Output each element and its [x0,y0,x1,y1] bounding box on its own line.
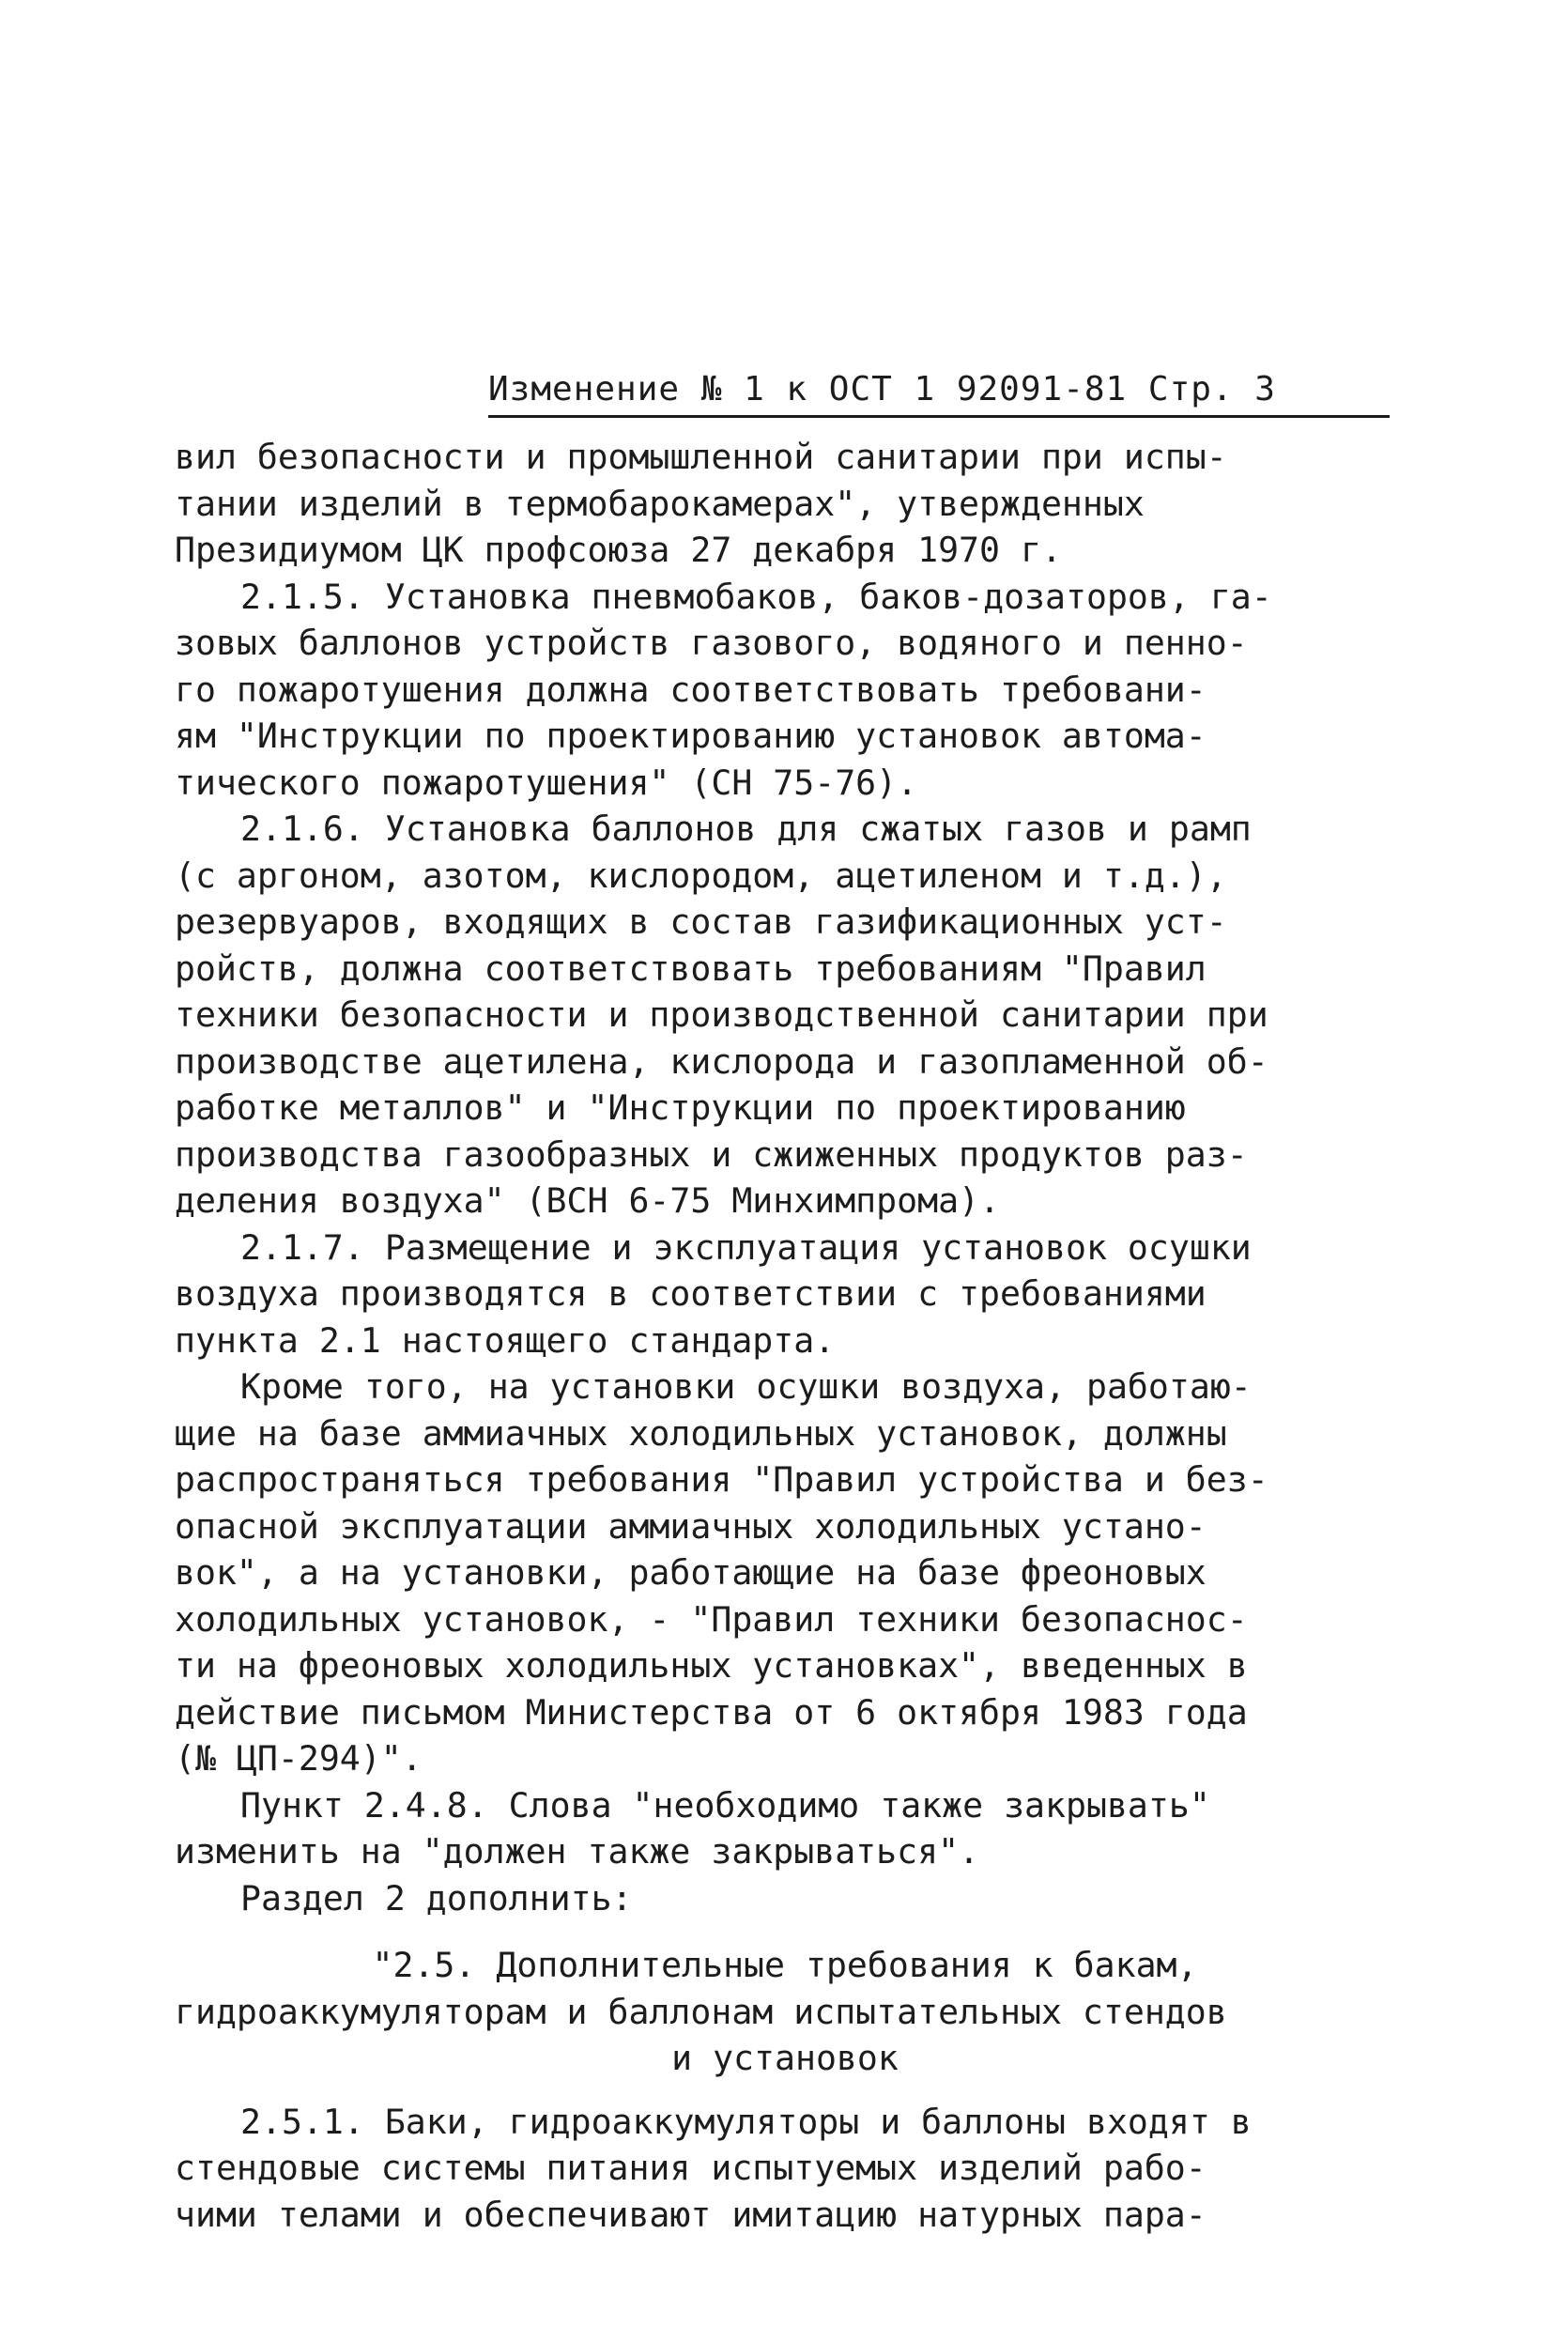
page-header: Изменение № 1 к ОСТ 1 92091-81 Стр. 3 [488,366,1390,418]
text-line: производства газообразных и сжиженных продуктов раз- [175,1133,1248,1175]
section-heading-line-2: гидроаккумуляторам и баллонам испытательных стендов [175,1991,1227,2032]
text-line: чими телами и обеспечивают имитацию натурных пара- [175,2194,1207,2235]
text-line: го пожаротушения должна соответствовать требовани- [175,669,1207,710]
text-line: тании изделий в термобарокамерах", утвержденных [175,483,1145,524]
text-line: действие письмом Министерства от 6 октября 1983 года [175,1691,1248,1733]
text-line: опасной эксплуатации аммиачных холодильных устано- [175,1505,1207,1547]
paragraph-2-1-5-start: 2.1.5. Установка пневмобаков, баков-дозаторов, га- [240,576,1272,617]
text-line: воздуха производятся в соответствии с требованиями [175,1273,1207,1314]
text-line: ти на фреоновых холодильных установках", введенных в [175,1645,1248,1686]
document-body [175,434,1395,2238]
paragraph-punkt-2-4-8-start: Пункт 2.4.8. Слова "необходимо также закрывать" [240,1784,1210,1826]
text-line: резервуаров, входящих в состав газификационных уст- [175,901,1227,942]
text-line: тического пожаротушения" (СН 75-76). [175,762,918,803]
text-line: ям "Инструкции по проектированию установок автома- [175,716,1207,756]
section-heading-line-1: "2.5. Дополнительные требования к бакам, [372,1945,1198,1985]
text-line: зовых баллонов устройств газового, водяного и пенно- [175,623,1248,663]
text-line: ройств, должна соответствовать требованиям "Правил [175,948,1207,989]
text-line: техники безопасности и производственной санитарии при [175,994,1268,1035]
spacer [175,2082,1395,2099]
text-line: распространяться требования "Правил устройства и без- [175,1459,1268,1500]
paragraph-krome-togo-start: Кроме того, на установки осушки воздуха, работаю- [240,1366,1252,1407]
section-heading-line-3: и установок [671,2038,899,2078]
text-line: производстве ацетилена, кислорода и газопламенной об- [175,1040,1268,1082]
text-line: вок", а на установки, работающие на базе фреоновых [175,1552,1207,1593]
paragraph-2-1-6-start: 2.1.6. Установка баллонов для сжатых газов и рамп [240,809,1252,849]
paragraph-2-5-1-start: 2.5.1. Баки, гидроаккумуляторы и баллоны входят в [240,2101,1252,2142]
paragraph-razdel-2: Раздел 2 дополнить: [240,1877,633,1918]
text-line: изменить на "должен также закрываться". [175,1831,980,1872]
text-line: Президиумом ЦК профсоюза 27 декабря 1970 г. [175,530,1062,570]
text-line: стендовые системы питания испытуемых изделий рабо- [175,2148,1207,2188]
text-line: пункта 2.1 настоящего стандарта. [175,1319,836,1361]
text-line: работке металлов" и "Инструкции по проектированию [175,1087,1186,1128]
text-line: щие на базе аммиачных холодильных установок, должны [175,1412,1227,1454]
text-line: холодильных установок, - "Правил техники безопаснос- [175,1598,1248,1640]
text-line: (с аргоном, азотом, кислородом, ацетиленом и т.д.), [175,855,1227,896]
text-line: деления воздуха" (ВСН 6-75 Минхимпрома). [175,1180,1000,1221]
text-line: вил безопасности и промышленной санитарии при испы- [175,437,1227,477]
text-line: (№ ЦП-294)". [175,1738,423,1779]
paragraph-2-1-7-start: 2.1.7. Размещение и эксплуатация установок осушки [240,1226,1252,1268]
spacer [175,1921,1395,1942]
